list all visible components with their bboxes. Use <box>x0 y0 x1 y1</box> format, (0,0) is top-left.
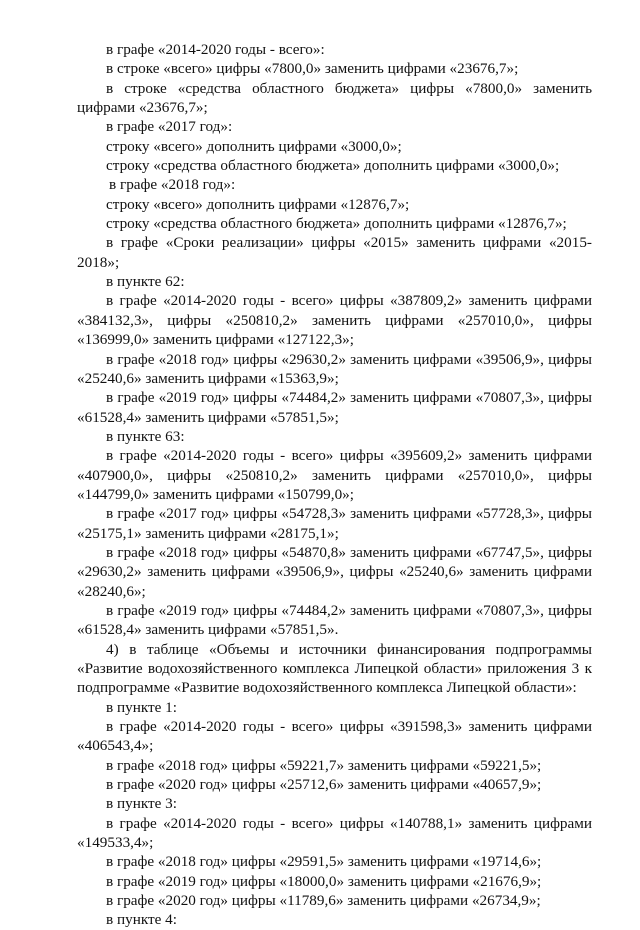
paragraph: в пункте 4: <box>106 911 177 929</box>
paragraph: строку «средства областного бюджета» дополнить цифрами «3000,0»; <box>106 157 560 175</box>
paragraph: в строке «всего» цифры «7800,0» заменить цифрами «23676,7»; <box>106 60 519 78</box>
paragraph: в графе «2018 год» цифры «29630,2» заменить цифрами «39506,9», цифры «25240,6» заменить цифрами «15363,9»; <box>77 350 592 387</box>
paragraph: в графе «2017 год» цифры «54728,3» заменить цифрами «57728,3», цифры «25175,1» заменить цифрами «28175,1»; <box>77 505 592 542</box>
paragraph: в графе «2014-2020 годы - всего» цифры «391598,3» заменить цифрами «406543,4»; <box>77 718 592 755</box>
paragraph: в пункте 62: <box>106 273 185 291</box>
paragraph: 4) в таблице «Объемы и источники финансирования подпрограммы «Развитие водохозяйственного комплекса Липецкой области» приложения 3 к подпрограмме «Развитие водохозяйственного комплекса Липецкой области»: <box>77 640 592 697</box>
document-page <box>77 40 592 930</box>
paragraph: в графе «2020 год» цифры «25712,6» заменить цифрами «40657,9»; <box>106 776 542 794</box>
paragraph: в графе «Сроки реализации» цифры «2015» заменить цифрами «2015-2018»; <box>77 234 592 271</box>
paragraph: в графе «2018 год» цифры «54870,8» заменить цифрами «67747,5», цифры «29630,2» заменить цифрами «39506,9», цифры «25240,6» заменить цифрами «28240,6»; <box>77 543 592 600</box>
paragraph: в пункте 63: <box>106 427 185 445</box>
paragraph: в графе «2017 год»: <box>106 118 233 136</box>
paragraph: в пункте 3: <box>106 795 177 813</box>
paragraph: строку «всего» дополнить цифрами «12876,7»; <box>106 195 410 213</box>
paragraph: в графе «2018 год» цифры «29591,5» заменить цифрами «19714,6»; <box>106 853 542 871</box>
paragraph: в графе «2019 год» цифры «18000,0» заменить цифрами «21676,9»; <box>106 872 542 890</box>
paragraph: в пункте 1: <box>106 698 177 716</box>
paragraph: в графе «2018 год» цифры «59221,7» заменить цифрами «59221,5»; <box>106 756 542 774</box>
paragraph: в графе «2020 год» цифры «11789,6» заменить цифрами «26734,9»; <box>106 892 541 910</box>
paragraph: в строке «средства областного бюджета» цифры «7800,0» заменить цифрами «23676,7»; <box>77 79 592 117</box>
paragraph: в графе «2019 год» цифры «74484,2» заменить цифрами «70807,3», цифры «61528,4» заменить цифрами «57851,5». <box>77 601 592 639</box>
paragraph: строку «средства областного бюджета» дополнить цифрами «12876,7»; <box>106 215 567 233</box>
paragraph: в графе «2014-2020 годы - всего»: <box>106 41 325 58</box>
paragraph: строку «всего» дополнить цифрами «3000,0»; <box>106 137 402 155</box>
paragraph: в графе «2014-2020 годы - всего» цифры «395609,2» заменить цифрами «407900,0», цифры «250810,2» заменить цифрами «257010,0», цифры «144799,0» заменить цифрами «150799,0»; <box>77 447 592 503</box>
paragraph: в графе «2018 год»: <box>109 176 236 194</box>
paragraph: в графе «2014-2020 годы - всего» цифры «140788,1» заменить цифрами «149533,4»; <box>77 814 592 852</box>
paragraph: в графе «2019 год» цифры «74484,2» заменить цифрами «70807,3», цифры «61528,4» заменить цифрами «57851,5»; <box>77 389 592 426</box>
paragraph: в графе «2014-2020 годы - всего» цифры «387809,2» заменить цифрами «384132,3», цифры «250810,2» заменить цифрами «257010,0», цифры «136999,0» заменить цифрами «127122,3»; <box>77 292 592 349</box>
